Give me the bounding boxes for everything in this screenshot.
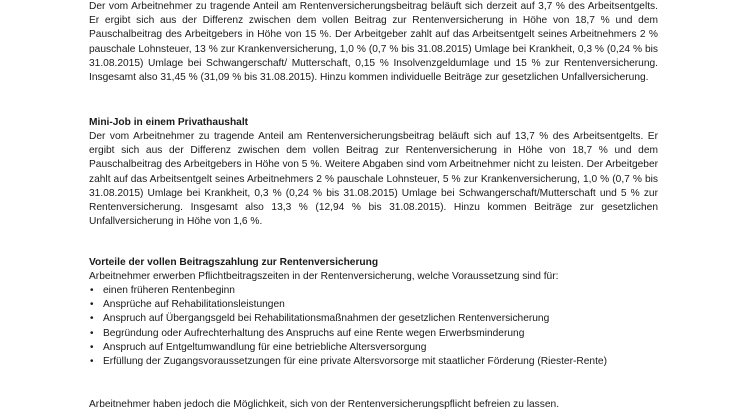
list-item-text: Anspruch auf Entgeltumwandlung für eine betriebliche Altersversorgung — [103, 341, 427, 353]
paragraph-standard-minijob: Der vom Arbeitnehmer zu tragende Anteil am Rentenversicherungsbeitrag beläuft sich derzeit auf 3,7 % des Arbeitsentgelts. Er ergibt sich aus der Differenz zwischen dem vollen Beitrag zur Rentenversicherung in Höhe von 18,7 % und dem Pauschalbeitrag des Arbeitgebers in Höhe von 15 %. Der Arbeitgeber zahlt auf das Arbeitsentgelt seines Arbeitnehmers 2 % pauschale Lohnsteuer, 13 % zur Krankenversicherung, 1,0 % (0,7 % bis 31.08.2015) Umlage bei Krankheit, 0,3 % (0,24 % bis 31.08.2015) Umlage bei Schwangerschaft/ Mutterschaft, 0,15 % Insolvenzgeldumlage und 15 % zur Rentenversicherung. Insgesamt also 31,45 % (31,09 % bis 31.08.2015). Hinzu kommen individuelle Beiträge zur gesetzlichen Unfallversicherung. — [89, 1, 658, 84]
list-item — [89, 355, 658, 369]
heading-privathaushalt: Mini-Job in einem Privathaushalt — [89, 117, 249, 128]
bullet-icon: • — [90, 299, 94, 311]
bullet-icon: • — [90, 341, 94, 353]
list-item-text: Anspruch auf Übergangsgeld bei Rehabilitationsmaßnahmen der gesetzlichen Rentenversicherung — [103, 313, 550, 325]
benefits-list — [89, 284, 658, 369]
list-item — [89, 327, 658, 341]
bullet-icon: • — [90, 313, 94, 325]
heading-vorteile: Vorteile der vollen Beitragszahlung zur Rentenversicherung — [89, 257, 379, 268]
list-item — [89, 341, 658, 355]
bullet-icon: • — [90, 356, 94, 368]
list-item-text: einen früheren Rentenbeginn — [103, 285, 235, 296]
paragraph-befreiung: Arbeitnehmer haben jedoch die Möglichkeit, sich von der Rentenversicherungspflicht befreien zu lassen. — [89, 399, 560, 410]
list-item-text: Erfüllung der Zugangsvoraussetzungen für eine private Altersvorsorge mit staatlicher Förderung (Riester-Rente) — [103, 356, 607, 368]
list-item — [89, 298, 658, 312]
list-item-text: Begründung oder Aufrechterhaltung des Anspruchs auf eine Rente wegen Erwerbsminderung — [103, 327, 525, 339]
paragraph-privathaushalt: Der vom Arbeitnehmer zu tragende Anteil am Rentenversicherungsbeitrag beläuft sich auf 13,7 % des Arbeitsentgelts. Er ergibt sich aus der Differenz zwischen dem vollen Beitrag zur Rentenversicherung in Höhe von 18,7 % und dem Pauschalbeitrag des Arbeitgebers in Höhe von 5 %. Weitere Abgaben sind vom Arbeitnehmer nicht zu leisten. Der Arbeitgeber zahlt auf das Arbeitsentgelt seines Arbeitnehmers 2 % pauschale Lohnsteuer, 5 % zur Krankenversicherung, 1,0 % (0,7 % bis 31.08.2015) Umlage bei Krankheit, 0,3 % (0,24 % bis 31.08.2015) Umlage bei Schwangerschaft/Mutterschaft und 5 % zur Rentenversicherung. Insgesamt also 13,3 % (12,94 % bis 31.08.2015). Hinzu kommen Beiträge zur gesetzlichen Unfallversicherung in Höhe von 1,6 %. — [89, 131, 658, 228]
list-item — [89, 284, 658, 298]
bullet-icon: • — [90, 285, 94, 296]
paragraph-vorteile-intro: Arbeitnehmer erwerben Pflichtbeitragszeiten in der Rentenversicherung, welche Voraussetzung sind für: — [89, 271, 559, 282]
list-item — [89, 312, 658, 326]
list-item-text: Ansprüche auf Rehabilitationsleistungen — [103, 299, 285, 311]
bullet-icon: • — [90, 327, 94, 339]
